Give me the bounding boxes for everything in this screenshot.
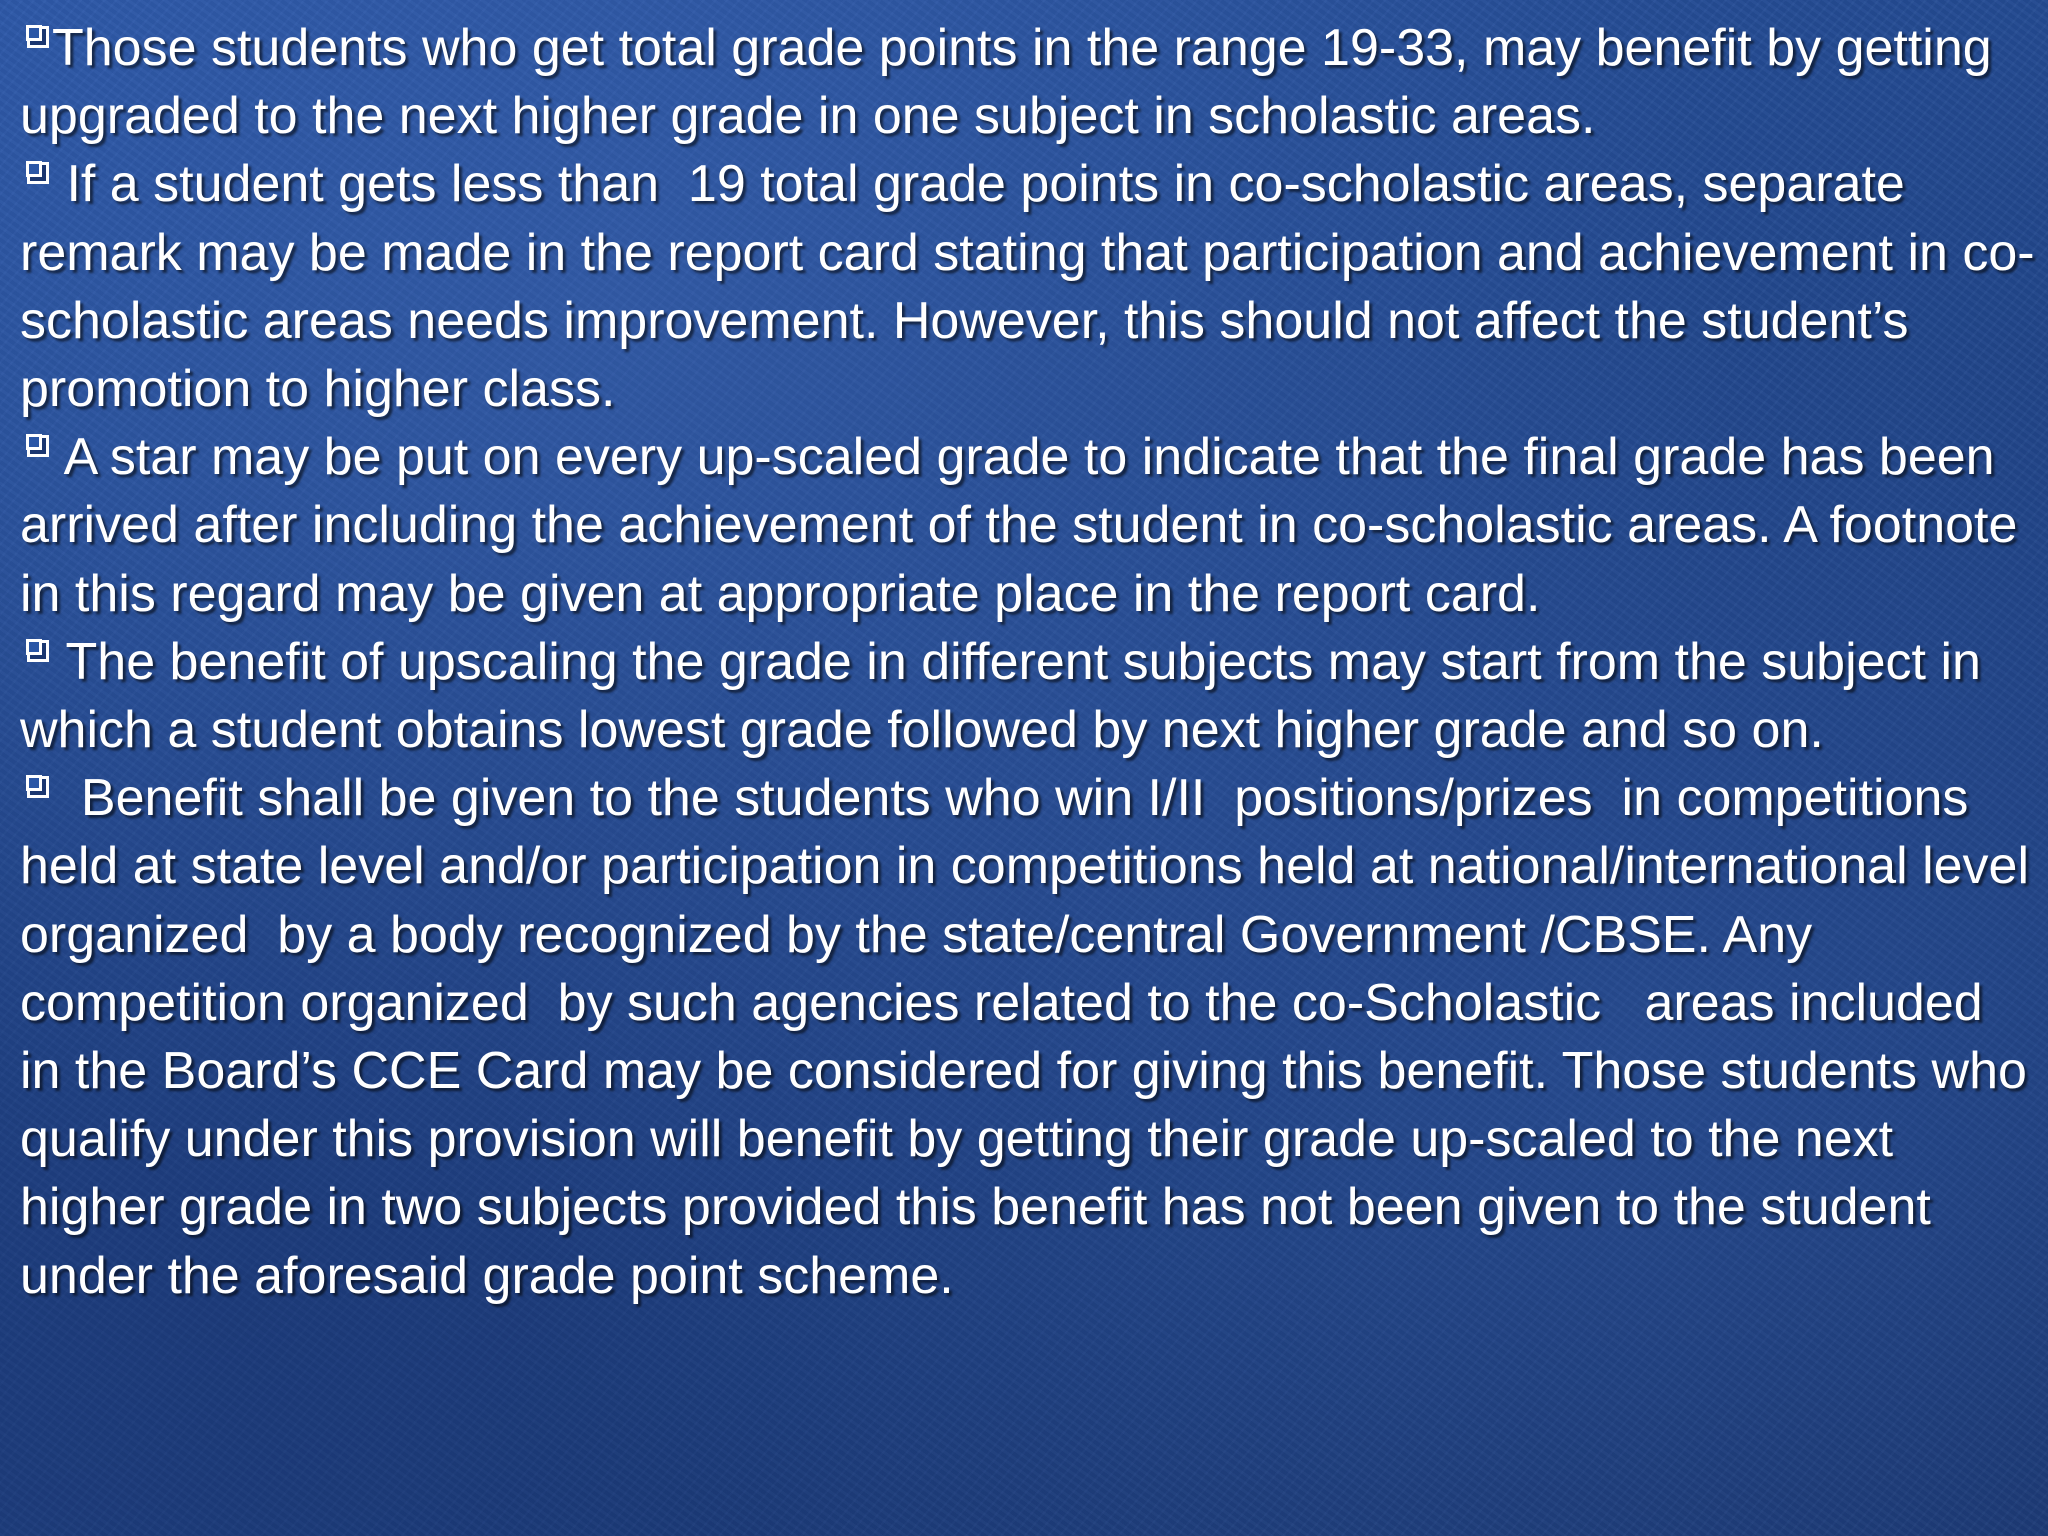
bullet-text: A star may be put on every up-scaled grade to indicate that the final grade has been arrived after including the achievement of the student in co-scholastic areas. A footnote in this regard may be given at appropriate place in the report card. xyxy=(20,428,2032,623)
bullet-text: Those students who get total grade points in the range 19-33, may benefit by getting upgraded to the next higher grade in one subject in scholastic areas. xyxy=(20,19,2007,146)
bullet-item xyxy=(20,764,2044,1310)
bullet-text: Benefit shall be given to the students who win I/II positions/prizes in competitions held at state level and/or participation in competitions held at national/international level organized by a body recognized by the state/central Government /CBSE. Any competition organized by such agencies related to the co-Scholastic areas included in the Board’s CCE Card may be considered for giving this benefit. Those students who qualify under this provision will benefit by getting their grade up-scaled to the next higher grade in two subjects provided this benefit has not been given to the student under the aforesaid grade point scheme. xyxy=(20,769,2044,1305)
slide-content xyxy=(20,14,2044,1524)
square-bullet-icon xyxy=(26,434,42,450)
bullet-item xyxy=(20,14,2036,150)
bullet-text: If a student gets less than 19 total grade points in co-scholastic areas, separate remark may be made in the report card stating that participation and achievement in co-scholastic areas needs improvement. However, this should not affect the student’s promotion to higher class. xyxy=(20,155,2035,419)
bullet-item xyxy=(20,628,2036,764)
square-bullet-icon xyxy=(26,161,42,177)
bullet-item xyxy=(20,150,2036,423)
square-bullet-icon xyxy=(26,25,42,41)
bullet-text: The benefit of upscaling the grade in different subjects may start from the subject in which a student obtains lowest grade followed by next higher grade and so on. xyxy=(20,632,1996,760)
square-bullet-icon xyxy=(26,639,42,655)
square-bullet-icon xyxy=(26,775,42,791)
bullet-item xyxy=(20,423,2036,628)
